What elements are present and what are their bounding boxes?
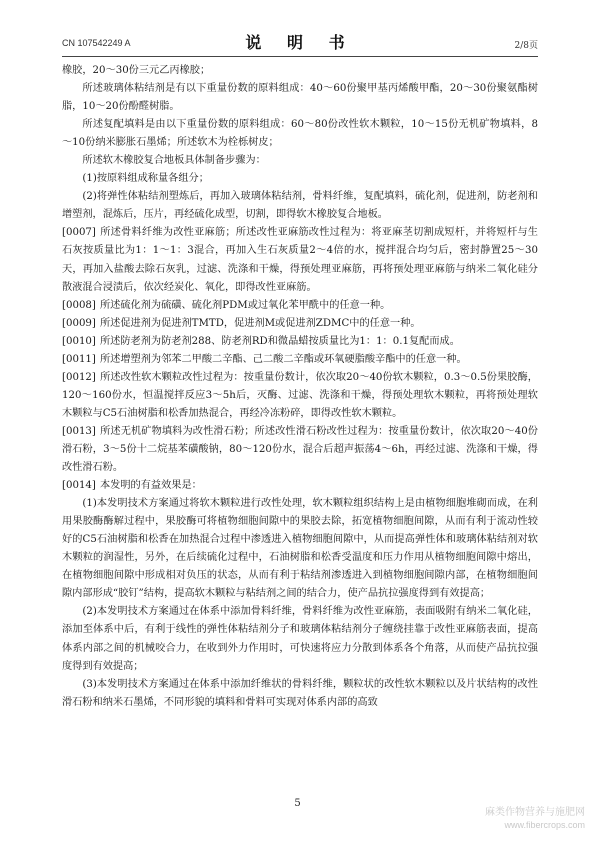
site-watermark	[485, 806, 585, 832]
paragraph	[62, 116, 538, 152]
paragraph-number: [0011]	[62, 353, 96, 365]
page-number: 5	[294, 798, 301, 809]
paragraph-number: [0008]	[62, 299, 96, 311]
document-body	[62, 62, 538, 712]
paragraph	[62, 80, 538, 116]
paragraph-number: [0012]	[62, 371, 96, 383]
paragraph-text: 所述增塑剂为邻苯二甲酸二辛酯、己二酸二辛酯或环氧硬脂酸辛酯中的任意一种。	[100, 353, 467, 365]
watermark-title: 麻类作物营养与施肥网	[485, 807, 585, 818]
paragraph-text: (1)按原料组成称量各组分；	[82, 173, 209, 185]
numbered-paragraph	[62, 297, 538, 315]
numbered-paragraph	[62, 423, 538, 477]
paragraph-text: 本发明的有益效果是：	[100, 480, 202, 492]
paragraph-text: 所述玻璃体粘结剂是有以下重量份数的原料组成：40～60份聚甲基丙烯酸甲酯，20～30份聚氨酯树脂，10～20份酚醛树脂。	[62, 83, 538, 113]
paragraph	[62, 495, 538, 603]
paragraph	[62, 676, 538, 712]
paragraph	[62, 603, 538, 675]
paragraph-text: 所述硫化剂为硫磺、硫化剂PDM或过氧化苯甲酰中的任意一种。	[100, 299, 391, 311]
numbered-paragraph	[62, 315, 538, 333]
paragraph-number: [0009]	[62, 317, 96, 329]
numbered-paragraph	[62, 224, 538, 296]
numbered-paragraph	[62, 477, 538, 495]
paragraph-text: 所述促进剂为促进剂TMTD，促进剂M或促进剂ZDMC中的任意一种。	[100, 317, 421, 329]
paragraph	[62, 62, 538, 80]
header-divider	[62, 56, 538, 57]
paragraph-text: (2)将弹性体粘结剂塑炼后，再加入玻璃体粘结剂，骨料纤维，复配填料，硫化剂，促进剂，防老剂和增塑剂，混炼后，压片，再经硫化成型，切割，即得软木橡胶复合地板。	[62, 191, 538, 221]
paragraph-text: 所述复配填料是由以下重量份数的原料组成：60～80份改性软木颗粒，10～15份无机矿物填料，8～10份纳米膨胀石墨烯；所述软木为栓栎树皮；	[62, 119, 538, 149]
watermark-url: www.fibercrops.com	[504, 820, 585, 830]
paragraph-text: 所述防老剂为防老剂288、防老剂RD和微晶蜡按质量比为1：1：0.1复配而成。	[100, 335, 460, 347]
paragraph-text: 所述软木橡胶复合地板具体制备步骤为：	[82, 155, 266, 167]
paragraph-text: 所述骨料纤维为改性亚麻筋；所述改性亚麻筋改性过程为：将亚麻茎切割成短杆，并将短杆与生石灰按质量比为1：1～1：3混合，再加入生石灰质量2～4倍的水，搅拌混合均匀后，密封静置25～30天，再加入盐酸去除石灰乳，过滤、洗涤和干燥，得预处理亚麻筋，再将预处理亚麻筋与纳米二氧化硅分散液混合浸渍后，依次经炭化、氧化，即得改性亚麻筋。	[62, 227, 538, 293]
paragraph-number: [0014]	[62, 480, 96, 492]
page-indicator: 2/8页	[514, 41, 538, 51]
paragraph-text: (2)本发明技术方案通过在体系中添加骨料纤维，骨料纤维为改性亚麻筋，表面吸附有纳米二氧化硅，添加至体系中后，有利于线性的弹性体粘结剂分子和玻璃体粘结剂分子缠绕挂靠于改性亚麻筋表面，提高体系内部之间的机械咬合力，在收到外力作用时，可快速将应力分散到体系各个角落，从而使产品抗拉强度得到有效提高；	[62, 606, 538, 672]
numbered-paragraph	[62, 351, 538, 369]
page-header	[62, 28, 538, 54]
paragraph-text: 橡胶，20～30份三元乙丙橡胶；	[62, 65, 211, 76]
paragraph-number: [0010]	[62, 335, 96, 347]
patent-number: CN 107542249 A	[62, 38, 131, 48]
paragraph-text: (3)本发明技术方案通过在体系中添加纤维状的骨料纤维，颗粒状的改性软木颗粒以及片状结构的改性滑石粉和纳米石墨烯，不同形貌的填料和骨料可实现对体系内部的高致	[62, 678, 538, 708]
numbered-paragraph	[62, 333, 538, 351]
numbered-paragraph	[62, 369, 538, 423]
paragraph-number: [0007]	[62, 227, 96, 239]
paragraph-text: 所述无机矿物填料为改性滑石粉；所述改性滑石粉改性过程为：按重量份数计，依次取20～40份滑石粉，3～5份十二烷基苯磺酸钠，80～120份水，混合后超声振荡4～6h，再经过滤、洗涤和干燥，得改性滑石粉。	[62, 425, 538, 474]
paragraph-number: [0013]	[62, 425, 96, 437]
paragraph	[62, 170, 538, 188]
paragraph-text: 所述改性软木颗粒改性过程为：按重量份数计，依次取20～40份软木颗粒，0.3～0.5份果胶酶，120～160份水，恒温搅拌反应3～5h后，灭酶、过滤、洗涤和干燥，得预处理软木颗粒，再将预处理软木颗粒与C5石油树脂和松香加热混合，再经冷冻粉碎，即得改性软木颗粒。	[62, 371, 538, 419]
paragraph	[62, 188, 538, 224]
document-title: 说 明 书	[245, 33, 355, 52]
paragraph	[62, 152, 538, 170]
paragraph-text: (1)本发明技术方案通过将软木颗粒进行改性处理，软木颗粒组织结构上是由植物细胞堆砌而成，在利用果胶酶酶解过程中，果胶酶可将植物细胞间隙中的果胶去除，拓宽植物细胞间隙，从而有利于流动性较好的C5石油树脂和松香在加热混合过程中渗透进入植物细胞间隙中，从而提高弹性体和玻璃体粘结剂对软木颗粒的润湿性，另外，在后续硫化过程中，石油树脂和松香受温度和压力作用从植物细胞间隙中熔出，在植物细胞间隙中形成相对负压的状态，从而有利于粘结剂渗透进入到植物细胞间隙内部，在植物细胞间隙内部形成“胶钉”结构，提高软木颗粒与粘结剂之间的结合力，使产品抗拉强度得到有效提高；	[62, 498, 538, 600]
